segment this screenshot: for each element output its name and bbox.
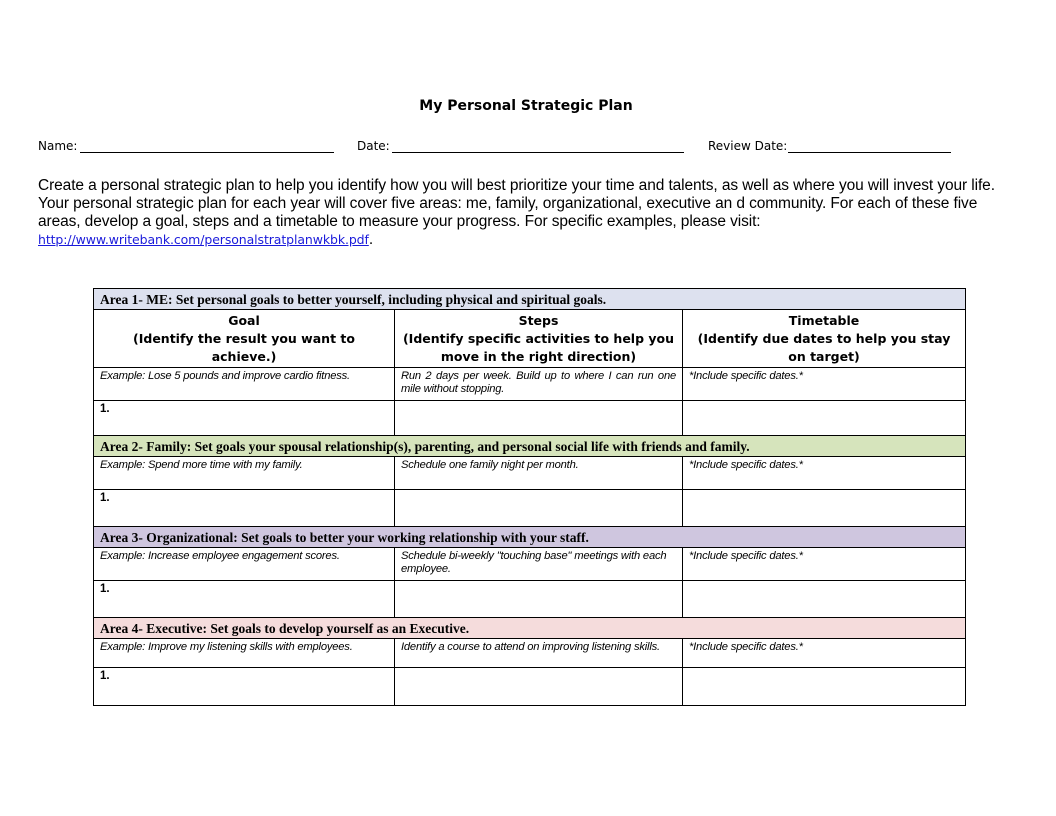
area-2-steps-cell[interactable] xyxy=(395,490,683,527)
name-line[interactable] xyxy=(80,152,334,153)
area-3-steps-cell[interactable] xyxy=(395,581,683,618)
area-1-example-goal: Example: Lose 5 pounds and improve cardio fitness. xyxy=(94,368,395,401)
area-1-timetable-cell[interactable] xyxy=(683,401,966,436)
timetable-header xyxy=(683,310,966,368)
steps-header xyxy=(395,310,683,368)
area-4-example-timetable: *Include specific dates.* xyxy=(683,639,966,668)
reference-link[interactable]: http://www.writebank.com/personalstratplanwkbk.pdf xyxy=(38,232,369,247)
area-1-example-row xyxy=(94,368,966,401)
review-date-line[interactable] xyxy=(788,152,951,153)
area-4-steps-cell[interactable] xyxy=(395,668,683,706)
date-line[interactable] xyxy=(392,152,684,153)
page-title: My Personal Strategic Plan xyxy=(419,98,633,114)
area-4-example-steps: Identify a course to attend on improving listening skills. xyxy=(395,639,683,668)
area-2-example-timetable: *Include specific dates.* xyxy=(683,457,966,490)
steps-header-title: Steps xyxy=(518,313,559,328)
area-3-example-goal: Example: Increase employee engagement scores. xyxy=(94,548,395,581)
timetable-header-title: Timetable xyxy=(788,313,860,328)
area-4-example-goal: Example: Improve my listening skills with employees. xyxy=(94,639,395,668)
timetable-header-subtitle: (Identify due dates to help you stay on target) xyxy=(697,331,951,364)
area-3-goal-cell[interactable]: 1. xyxy=(94,581,395,618)
area-4-entry-row xyxy=(94,668,966,706)
area-1-heading-row xyxy=(94,289,966,310)
area-3-example-steps: Schedule bi-weekly "touching base" meetings with each employee. xyxy=(395,548,683,581)
area-3-timetable-cell[interactable] xyxy=(683,581,966,618)
review-date-label: Review Date: xyxy=(708,139,788,153)
area-4-timetable-cell[interactable] xyxy=(683,668,966,706)
area-4-heading: Area 4- Executive: Set goals to develop yourself as an Executive. xyxy=(94,618,966,639)
area-2-heading: Area 2- Family: Set goals your spousal relationship(s), parenting, and personal social life with friends and family. xyxy=(94,436,966,457)
area-1-example-steps: Run 2 days per week. Build up to where I can run one mile without stopping. xyxy=(395,368,683,401)
area-3-example-row xyxy=(94,548,966,581)
intro-text: Create a personal strategic plan to help you identify how you will best prioritize your time and talents, as well as where you will invest your life. Your personal strategic plan for each year will cover five areas: me, family, organizational, executive an d community. For each of these five areas, develop a goal, steps and a timetable to measure your progress. For specific examples, please visit: xyxy=(38,177,995,230)
column-header-row xyxy=(94,310,966,368)
steps-header-subtitle: (Identify specific activities to help you move in the right direction) xyxy=(402,331,675,364)
area-1-goal-cell[interactable]: 1. xyxy=(94,401,395,436)
goal-header xyxy=(94,310,395,368)
strategic-plan-table xyxy=(93,288,966,706)
area-2-entry-row xyxy=(94,490,966,527)
link-suffix: . xyxy=(368,231,374,248)
intro-paragraph xyxy=(38,177,1013,249)
area-2-example-steps: Schedule one family night per month. xyxy=(395,457,683,490)
area-2-example-goal: Example: Spend more time with my family. xyxy=(94,457,395,490)
name-field[interactable] xyxy=(38,139,77,153)
date-label: Date: xyxy=(357,139,390,153)
goal-header-title: Goal xyxy=(228,313,260,328)
area-2-timetable-cell[interactable] xyxy=(683,490,966,527)
area-4-heading-row xyxy=(94,618,966,639)
area-4-goal-cell[interactable]: 1. xyxy=(94,668,395,706)
area-3-entry-row xyxy=(94,581,966,618)
area-4-example-row xyxy=(94,639,966,668)
name-label: Name: xyxy=(38,139,78,153)
review-date-field[interactable] xyxy=(708,139,787,153)
area-1-steps-cell[interactable] xyxy=(395,401,683,436)
area-2-goal-cell[interactable]: 1. xyxy=(94,490,395,527)
area-3-example-timetable: *Include specific dates.* xyxy=(683,548,966,581)
area-3-heading-row xyxy=(94,527,966,548)
area-2-heading-row xyxy=(94,436,966,457)
area-1-entry-row xyxy=(94,401,966,436)
area-2-example-row xyxy=(94,457,966,490)
goal-header-subtitle: (Identify the result you want to achieve.) xyxy=(133,331,355,364)
area-1-heading: Area 1- ME: Set personal goals to better yourself, including physical and spiritual goals. xyxy=(94,289,966,310)
area-3-heading: Area 3- Organizational: Set goals to better your working relationship with your staff. xyxy=(94,527,966,548)
date-field[interactable] xyxy=(357,139,390,153)
area-1-example-timetable: *Include specific dates.* xyxy=(683,368,966,401)
